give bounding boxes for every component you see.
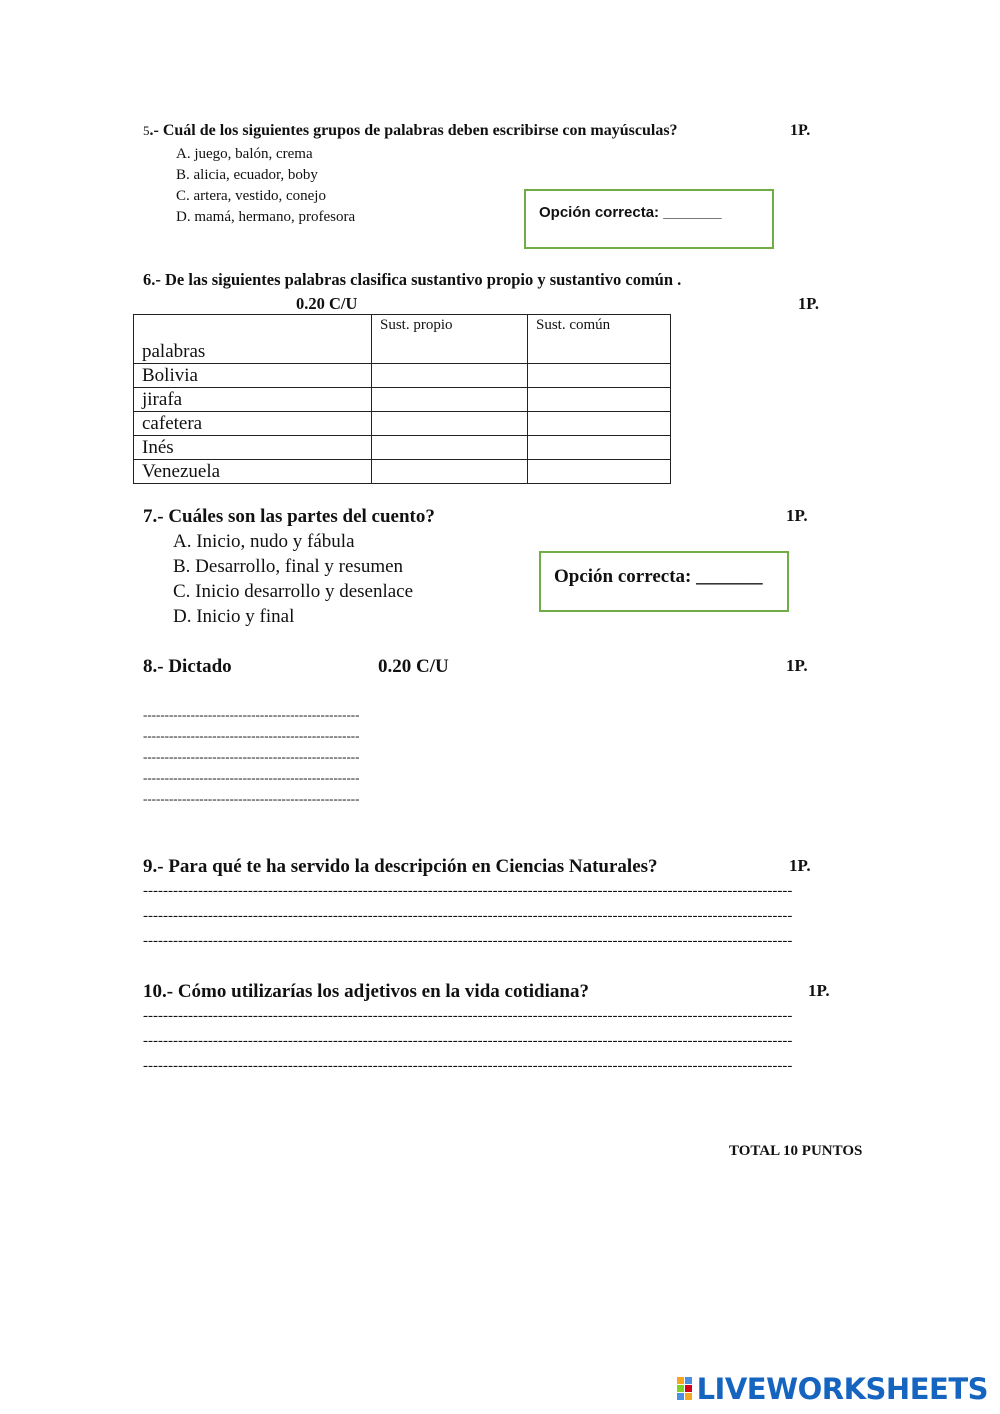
table-row bbox=[134, 436, 671, 460]
q7-option[interactable]: C. Inicio desarrollo y desenlace bbox=[173, 581, 414, 602]
word-cell: Venezuela bbox=[134, 460, 372, 484]
q5-answer-box[interactable] bbox=[524, 189, 774, 249]
answer-line[interactable]: ---------------------------------------------------------------------------------------------------------------------------------- bbox=[143, 883, 793, 899]
header-words: palabras bbox=[134, 315, 372, 364]
q6-points: 1P. bbox=[798, 294, 819, 313]
q9-answer-lines bbox=[143, 879, 875, 954]
q5-option[interactable]: B. alicia, ecuador, boby bbox=[176, 167, 318, 183]
dictation-line[interactable]: -------------------------------------------------- bbox=[143, 791, 360, 806]
dictation-line[interactable]: -------------------------------------------------- bbox=[143, 770, 360, 785]
answer-line[interactable]: ---------------------------------------------------------------------------------------------------------------------------------- bbox=[143, 1058, 793, 1074]
logo-grid-icon bbox=[677, 1377, 693, 1401]
logo-text: LIVEWORKSHEETS bbox=[696, 1372, 988, 1406]
proper-cell[interactable] bbox=[372, 388, 528, 412]
liveworksheets-logo[interactable] bbox=[677, 1372, 988, 1406]
table-row bbox=[134, 388, 671, 412]
q7-answer-label: Opción correcta: _______ bbox=[554, 566, 763, 587]
q7-points: 1P. bbox=[786, 506, 808, 525]
q9-title: 9.- Para qué te ha servido la descripción en Ciencias Naturales? bbox=[143, 856, 658, 877]
q7-title: 7.- Cuáles son las partes del cuento? bbox=[143, 506, 435, 527]
q7-option[interactable]: A. Inicio, nudo y fábula bbox=[173, 531, 355, 552]
answer-line[interactable]: ---------------------------------------------------------------------------------------------------------------------------------- bbox=[143, 933, 793, 949]
common-cell[interactable] bbox=[528, 388, 671, 412]
word-cell: jirafa bbox=[134, 388, 372, 412]
classification-table bbox=[133, 314, 671, 484]
word-cell: Inés bbox=[134, 436, 372, 460]
common-cell[interactable] bbox=[528, 412, 671, 436]
table-row bbox=[134, 364, 671, 388]
common-cell[interactable] bbox=[528, 364, 671, 388]
proper-cell[interactable] bbox=[372, 436, 528, 460]
q5-options bbox=[176, 144, 355, 228]
q8-answer-lines bbox=[143, 704, 379, 809]
word-cell: Bolivia bbox=[134, 364, 372, 388]
word-cell: cafetera bbox=[134, 412, 372, 436]
q7-option[interactable]: D. Inicio y final bbox=[173, 606, 295, 627]
dictation-line[interactable]: -------------------------------------------------- bbox=[143, 749, 360, 764]
q7-options bbox=[173, 529, 413, 629]
header-proper-noun: Sust. propio bbox=[372, 315, 528, 364]
dictation-line[interactable]: -------------------------------------------------- bbox=[143, 707, 360, 722]
q8-score-each: 0.20 C/U bbox=[378, 656, 449, 677]
q8-points: 1P. bbox=[786, 656, 808, 675]
common-cell[interactable] bbox=[528, 460, 671, 484]
q10-points: 1P. bbox=[808, 981, 830, 1000]
answer-line[interactable]: ---------------------------------------------------------------------------------------------------------------------------------- bbox=[143, 908, 793, 924]
total-points: TOTAL 10 PUNTOS bbox=[729, 1143, 863, 1159]
header-common-noun: Sust. común bbox=[528, 315, 671, 364]
table-header-row bbox=[134, 315, 671, 364]
q10-answer-lines bbox=[143, 1004, 875, 1079]
table-row bbox=[134, 460, 671, 484]
q10-title: 10.- Cómo utilizarías los adjetivos en la vida cotidiana? bbox=[143, 981, 589, 1002]
dictation-line[interactable]: -------------------------------------------------- bbox=[143, 728, 360, 743]
q6-score-each: 0.20 C/U bbox=[296, 294, 358, 313]
proper-cell[interactable] bbox=[372, 412, 528, 436]
q5-option[interactable]: C. artera, vestido, conejo bbox=[176, 188, 326, 204]
proper-cell[interactable] bbox=[372, 460, 528, 484]
q5-answer-label: Opción correcta: _______ bbox=[539, 204, 722, 221]
q5-title: 5.- Cuál de los siguientes grupos de palabras deben escribirse con mayúsculas? bbox=[143, 122, 678, 139]
q6-title: 6.- De las siguientes palabras clasifica sustantivo propio y sustantivo común . bbox=[143, 270, 682, 289]
answer-line[interactable]: ---------------------------------------------------------------------------------------------------------------------------------- bbox=[143, 1033, 793, 1049]
q8-title: 8.- Dictado bbox=[143, 656, 232, 677]
q7-option[interactable]: B. Desarrollo, final y resumen bbox=[173, 556, 404, 577]
q9-points: 1P. bbox=[789, 856, 811, 875]
table-row bbox=[134, 412, 671, 436]
q5-option[interactable]: A. juego, balón, crema bbox=[176, 146, 313, 162]
common-cell[interactable] bbox=[528, 436, 671, 460]
proper-cell[interactable] bbox=[372, 364, 528, 388]
answer-line[interactable]: ---------------------------------------------------------------------------------------------------------------------------------- bbox=[143, 1008, 793, 1024]
q5-option[interactable]: D. mamá, hermano, profesora bbox=[176, 209, 356, 225]
q5-points: 1P. bbox=[790, 122, 811, 139]
q7-answer-box[interactable] bbox=[539, 551, 789, 612]
